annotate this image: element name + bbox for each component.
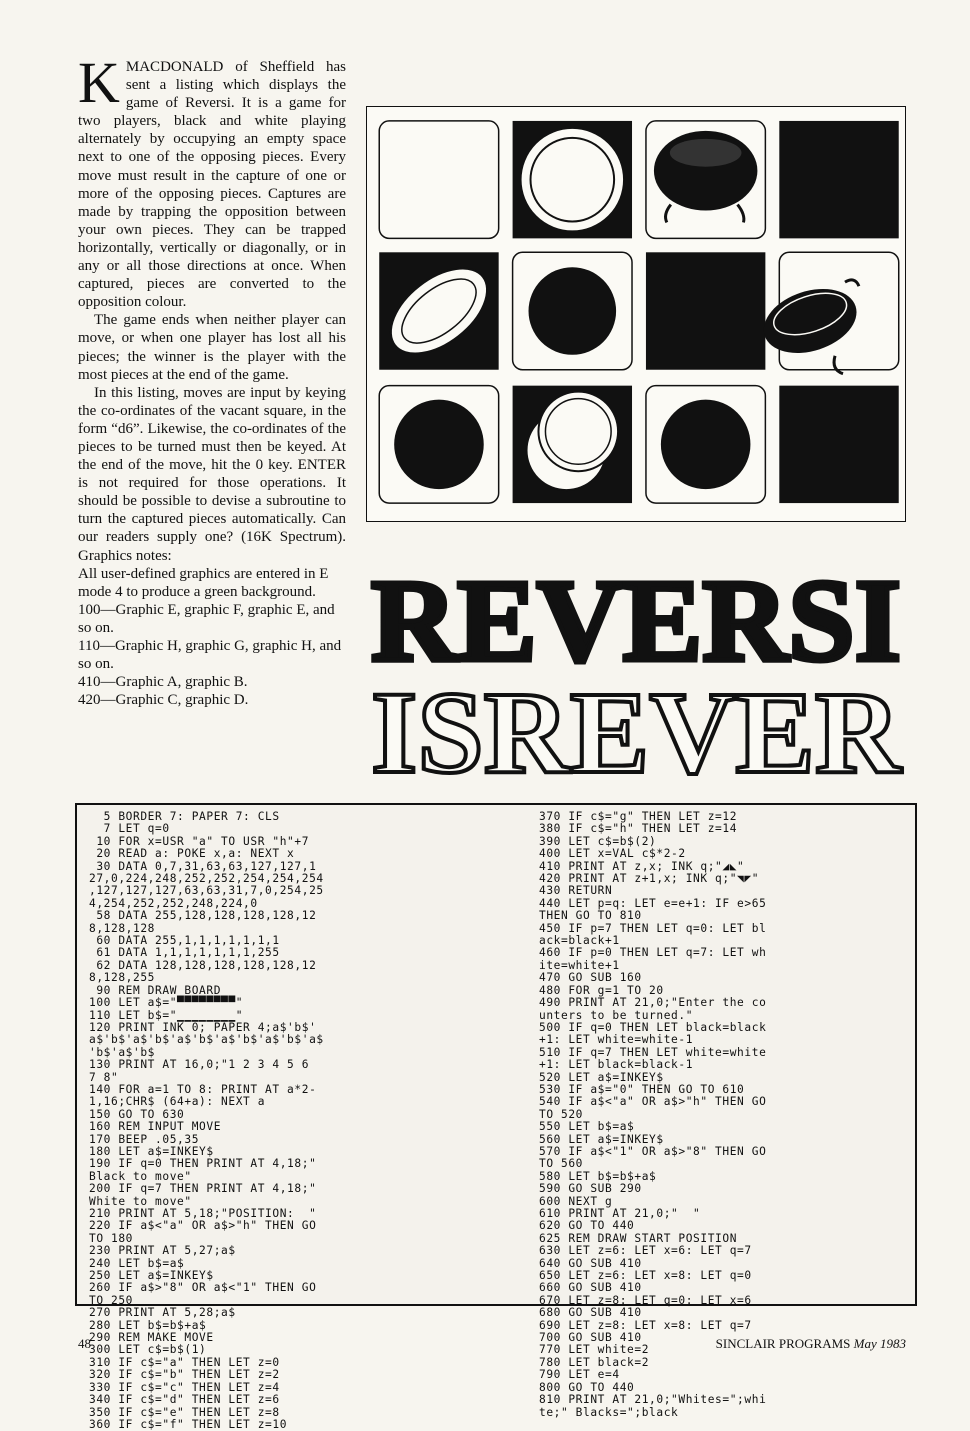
article-text [78, 50, 346, 709]
listing-line: 7 8" [89, 1070, 119, 1084]
listing-line: 330 IF c$="c" THEN LET z=4 [89, 1380, 280, 1394]
graphics-note-1: All user-defined graphics are entered in E mode 4 to produce a green background. [78, 565, 329, 600]
listing-line: Black to move" [89, 1169, 192, 1183]
board-svg [367, 107, 905, 521]
listing-column-left [89, 811, 481, 1431]
listing-line: 800 GO TO 440 [539, 1380, 635, 1394]
listing-line: 590 GO SUB 290 [539, 1182, 642, 1196]
listing-column-right [539, 811, 911, 1419]
listing-line: 7 LET q=0 [89, 822, 170, 836]
listing-line: 440 LET p=q: LET e=e+1: IF e>65 [539, 896, 767, 910]
listing-line: 630 LET z=6: LET x=6: LET q=7 [539, 1244, 752, 1258]
listing-line: 200 IF q=7 THEN PRINT AT 4,18;" [89, 1182, 317, 1196]
graphics-note-2: 100—Graphic E, graphic F, graphic E, and so on. [78, 601, 335, 636]
listing-line: 290 REM MAKE MOVE [89, 1331, 214, 1345]
listing-line: 10 FOR x=USR "a" TO USR "h"+7 [89, 834, 310, 848]
listing-line: 460 IF p=0 THEN LET q=7: LET wh [539, 946, 767, 960]
listing-line: TO 520 [539, 1107, 584, 1121]
listing-line: White to move" [89, 1194, 192, 1208]
article-paragraph-1-text: MACDONALD of Sheffield has sent a listing which displays the game of Reversi. It is a game for two players, black and white playing alternately by occupying an empty space next to one of the opposing pieces. Every move must result in the capture of one or more of the opposing pieces. Captures are made by trapping the opposition between your own pieces. They can be trapped horizontally, vertically or diagonally, or in any or all those directions at once. When captured, pieces are converted to the opposition colour. [78, 59, 346, 311]
listing-line: 610 PRINT AT 21,0;" " [539, 1207, 701, 1220]
listing-line: 470 GO SUB 160 [539, 971, 642, 985]
listing-line: 140 FOR a=1 TO 8: PRINT AT a*2- [89, 1082, 317, 1096]
listing-line: 27,0,224,248,252,252,254,254,254 [89, 872, 324, 886]
listing-line: 780 LET black=2 [539, 1355, 650, 1369]
listing-line: 220 IF a$<"a" OR a$>"h" THEN GO [89, 1219, 317, 1233]
listing-line: 170 BEEP .05,35 [89, 1132, 200, 1146]
listing-line: ,127,127,127,63,63,31,7,0,254,25 [89, 884, 324, 898]
listing-line: 680 GO SUB 410 [539, 1306, 642, 1320]
title-main: REVERSI [371, 558, 901, 686]
listing-line: 550 LET b$=a$ [539, 1120, 635, 1134]
listing-line: TO 560 [539, 1157, 584, 1171]
listing-line: 600 NEXT g [539, 1194, 613, 1208]
listing-line: 180 LET a$=INKEY$ [89, 1144, 214, 1158]
magazine-name: SINCLAIR PROGRAMS [715, 1336, 851, 1351]
title-svg [366, 558, 906, 784]
listing-line: 160 REM INPUT MOVE [89, 1120, 222, 1134]
listing-line: 230 PRINT AT 5,27;a$ [89, 1244, 236, 1258]
listing-line: 4,254,252,252,248,224,0 [89, 896, 258, 910]
issue-date: May 1983 [853, 1336, 906, 1351]
listing-line: 520 LET a$=INKEY$ [539, 1070, 664, 1084]
listing-line: +1: LET white=white-1 [539, 1033, 694, 1047]
black-piece [661, 400, 751, 490]
listing-line: 500 IF q=0 THEN LET black=black [539, 1020, 767, 1034]
listing-line: 1,16;CHR$ (64+a): NEXT a [89, 1095, 266, 1109]
listing-line: 30 DATA 0,7,31,63,63,127,127,1 [89, 859, 317, 873]
graphics-note-4: 410—Graphic A, graphic B. [78, 674, 248, 691]
listing-line: 58 DATA 255,128,128,128,128,12 [89, 909, 317, 923]
graphics-note-5: 420—Graphic C, graphic D. [78, 692, 249, 709]
listing-line: 430 RETURN [539, 884, 613, 898]
listing-line: 640 GO SUB 410 [539, 1256, 642, 1270]
listing-line: ack=black+1 [539, 934, 620, 948]
reversi-board-illustration [366, 106, 906, 522]
board-square [779, 386, 898, 503]
listing-line: 560 LET a$=INKEY$ [539, 1132, 664, 1146]
listing-line: 300 LET c$=b$(1) [89, 1343, 207, 1357]
listing-line: 320 IF c$="b" THEN LET z=2 [89, 1368, 280, 1382]
listing-line: 400 LET x=VAL c$*2-2 [539, 847, 686, 861]
listing-line: 5 BORDER 7: PAPER 7: CLS [89, 810, 280, 823]
listing-line: 90 REM DRAW BOARD [89, 983, 222, 997]
listing-line: 670 LET z=8: LET q=0: LET x=6 [539, 1293, 752, 1307]
listing-line: 810 PRINT AT 21,0;"Whites=";whi [539, 1393, 767, 1407]
board-square [779, 121, 898, 238]
listing-line: 360 IF c$="f" THEN LET z=10 [89, 1417, 288, 1431]
listing-line: 60 DATA 255,1,1,1,1,1,1,1 [89, 934, 280, 948]
listing-line: 110 LET b$="▁▁▁▁▁▁▁▁" [89, 1008, 244, 1022]
drop-cap: K [78, 50, 120, 115]
listing-line: 240 LET b$=a$ [89, 1256, 185, 1270]
listing-line: 700 GO SUB 410 [539, 1331, 642, 1345]
listing-line: 410 PRINT AT z,x; INK q;"◢◣" [539, 859, 745, 873]
listing-line: 210 PRINT AT 5,18;"POSITION: " [89, 1207, 317, 1220]
listing-line: 510 IF q=7 THEN LET white=white [539, 1045, 767, 1059]
listing-line: 8,128,255 [89, 971, 156, 985]
listing-line: 100 LET a$="▀▀▀▀▀▀▀▀" [89, 996, 244, 1010]
listing-line: 120 PRINT INK 0; PAPER 4;a$'b$' [89, 1020, 317, 1034]
listing-line: 350 IF c$="e" THEN LET z=8 [89, 1405, 280, 1419]
listing-line: 790 LET e=4 [539, 1368, 620, 1382]
listing-line: 530 IF a$="0" THEN GO TO 610 [539, 1082, 745, 1096]
listing-line: 540 IF a$<"a" OR a$>"h" THEN GO [539, 1095, 767, 1109]
listing-line: 8,128,128 [89, 921, 156, 935]
listing-line: 130 PRINT AT 16,0;"1 2 3 4 5 6 [89, 1058, 310, 1072]
listing-line: TO 250 [89, 1293, 134, 1307]
listing-line: +1: LET black=black-1 [539, 1058, 694, 1072]
listing-line: 450 IF p=7 THEN LET q=0: LET bl [539, 921, 767, 935]
white-piece [523, 130, 623, 230]
black-piece [529, 267, 617, 355]
listing-line: 270 PRINT AT 5,28;a$ [89, 1306, 236, 1320]
listing-line: 625 REM DRAW START POSITION [539, 1231, 738, 1245]
board-square [379, 121, 498, 238]
listing-line: 260 IF a$>"8" OR a$<"1" THEN GO [89, 1281, 317, 1295]
listing-line: 280 LET b$=b$+a$ [89, 1318, 207, 1332]
listing-line: 150 GO TO 630 [89, 1107, 185, 1121]
listing-line: 390 LET c$=b$(2) [539, 834, 657, 848]
listing-line: 370 IF c$="g" THEN LET z=12 [539, 810, 738, 823]
title-mirror: ISREVER [371, 667, 903, 784]
listing-line: 690 LET z=8: LET x=8: LET q=7 [539, 1318, 752, 1332]
listing-line: 570 IF a$<"1" OR a$>"8" THEN GO [539, 1144, 767, 1158]
listing-line: ite=white+1 [539, 958, 620, 972]
listing-line: TO 180 [89, 1231, 134, 1245]
listing-line: 620 GO TO 440 [539, 1219, 635, 1233]
listing-line: 580 LET b$=b$+a$ [539, 1169, 657, 1183]
article-paragraph-2: The game ends when neither player can move, or when one player has lost all his pieces; the winner is the player with the most pieces at the end of the game. [78, 312, 346, 383]
listing-line: 770 LET white=2 [539, 1343, 650, 1357]
listing-line: 20 READ a: POKE x,a: NEXT x [89, 847, 295, 861]
magazine-footer [716, 1336, 906, 1352]
listing-line: 'b$'a$'b$ [89, 1045, 156, 1059]
board-square [646, 252, 765, 369]
article-paragraph-3: In this listing, moves are input by keying the co-ordinates of the vacant square, in the form “d6”. Likewise, the co-ordinates of the pieces to be turned must then be keyed. At the end of the move, hit the 0 key. ENTER is not required for those operations. It should be possible to devise a subroutine to turn the captured pieces automatically. Can our readers supply one? (16K Spectrum). Graphics notes: [78, 384, 346, 564]
listing-line: a$'b$'a$'b$'a$'b$'a$'b$'a$'b$'a$ [89, 1033, 324, 1047]
black-piece [394, 400, 484, 490]
listing-line: 420 PRINT AT z+1,x; INK q;"◥◤" [539, 872, 760, 886]
listing-line: 660 GO SUB 410 [539, 1281, 642, 1295]
listing-line: 650 LET z=6: LET x=8: LET q=0 [539, 1269, 752, 1283]
title-block [366, 558, 906, 784]
graphics-note-3: 110—Graphic H, graphic G, graphic H, and so on. [78, 638, 342, 673]
listing-line: 480 FOR g=1 TO 20 [539, 983, 664, 997]
listing-line: 310 IF c$="a" THEN LET z=0 [89, 1355, 280, 1369]
listing-line: THEN GO TO 810 [539, 909, 642, 923]
listing-line: 250 LET a$=INKEY$ [89, 1269, 214, 1283]
page-number: 48 [78, 1336, 91, 1351]
listing-line: te;" Blacks=";black [539, 1405, 679, 1419]
listing-line: 340 IF c$="d" THEN LET z=6 [89, 1393, 280, 1407]
listing-line: unters to be turned." [539, 1008, 694, 1022]
listing-line: 62 DATA 128,128,128,128,128,12 [89, 958, 317, 972]
listing-line: 61 DATA 1,1,1,1,1,1,1,255 [89, 946, 280, 960]
listing-line: 190 IF q=0 THEN PRINT AT 4,18;" [89, 1157, 317, 1171]
listing-line: 490 PRINT AT 21,0;"Enter the co [539, 996, 767, 1010]
listing-line: 380 IF c$="h" THEN LET z=14 [539, 822, 738, 836]
